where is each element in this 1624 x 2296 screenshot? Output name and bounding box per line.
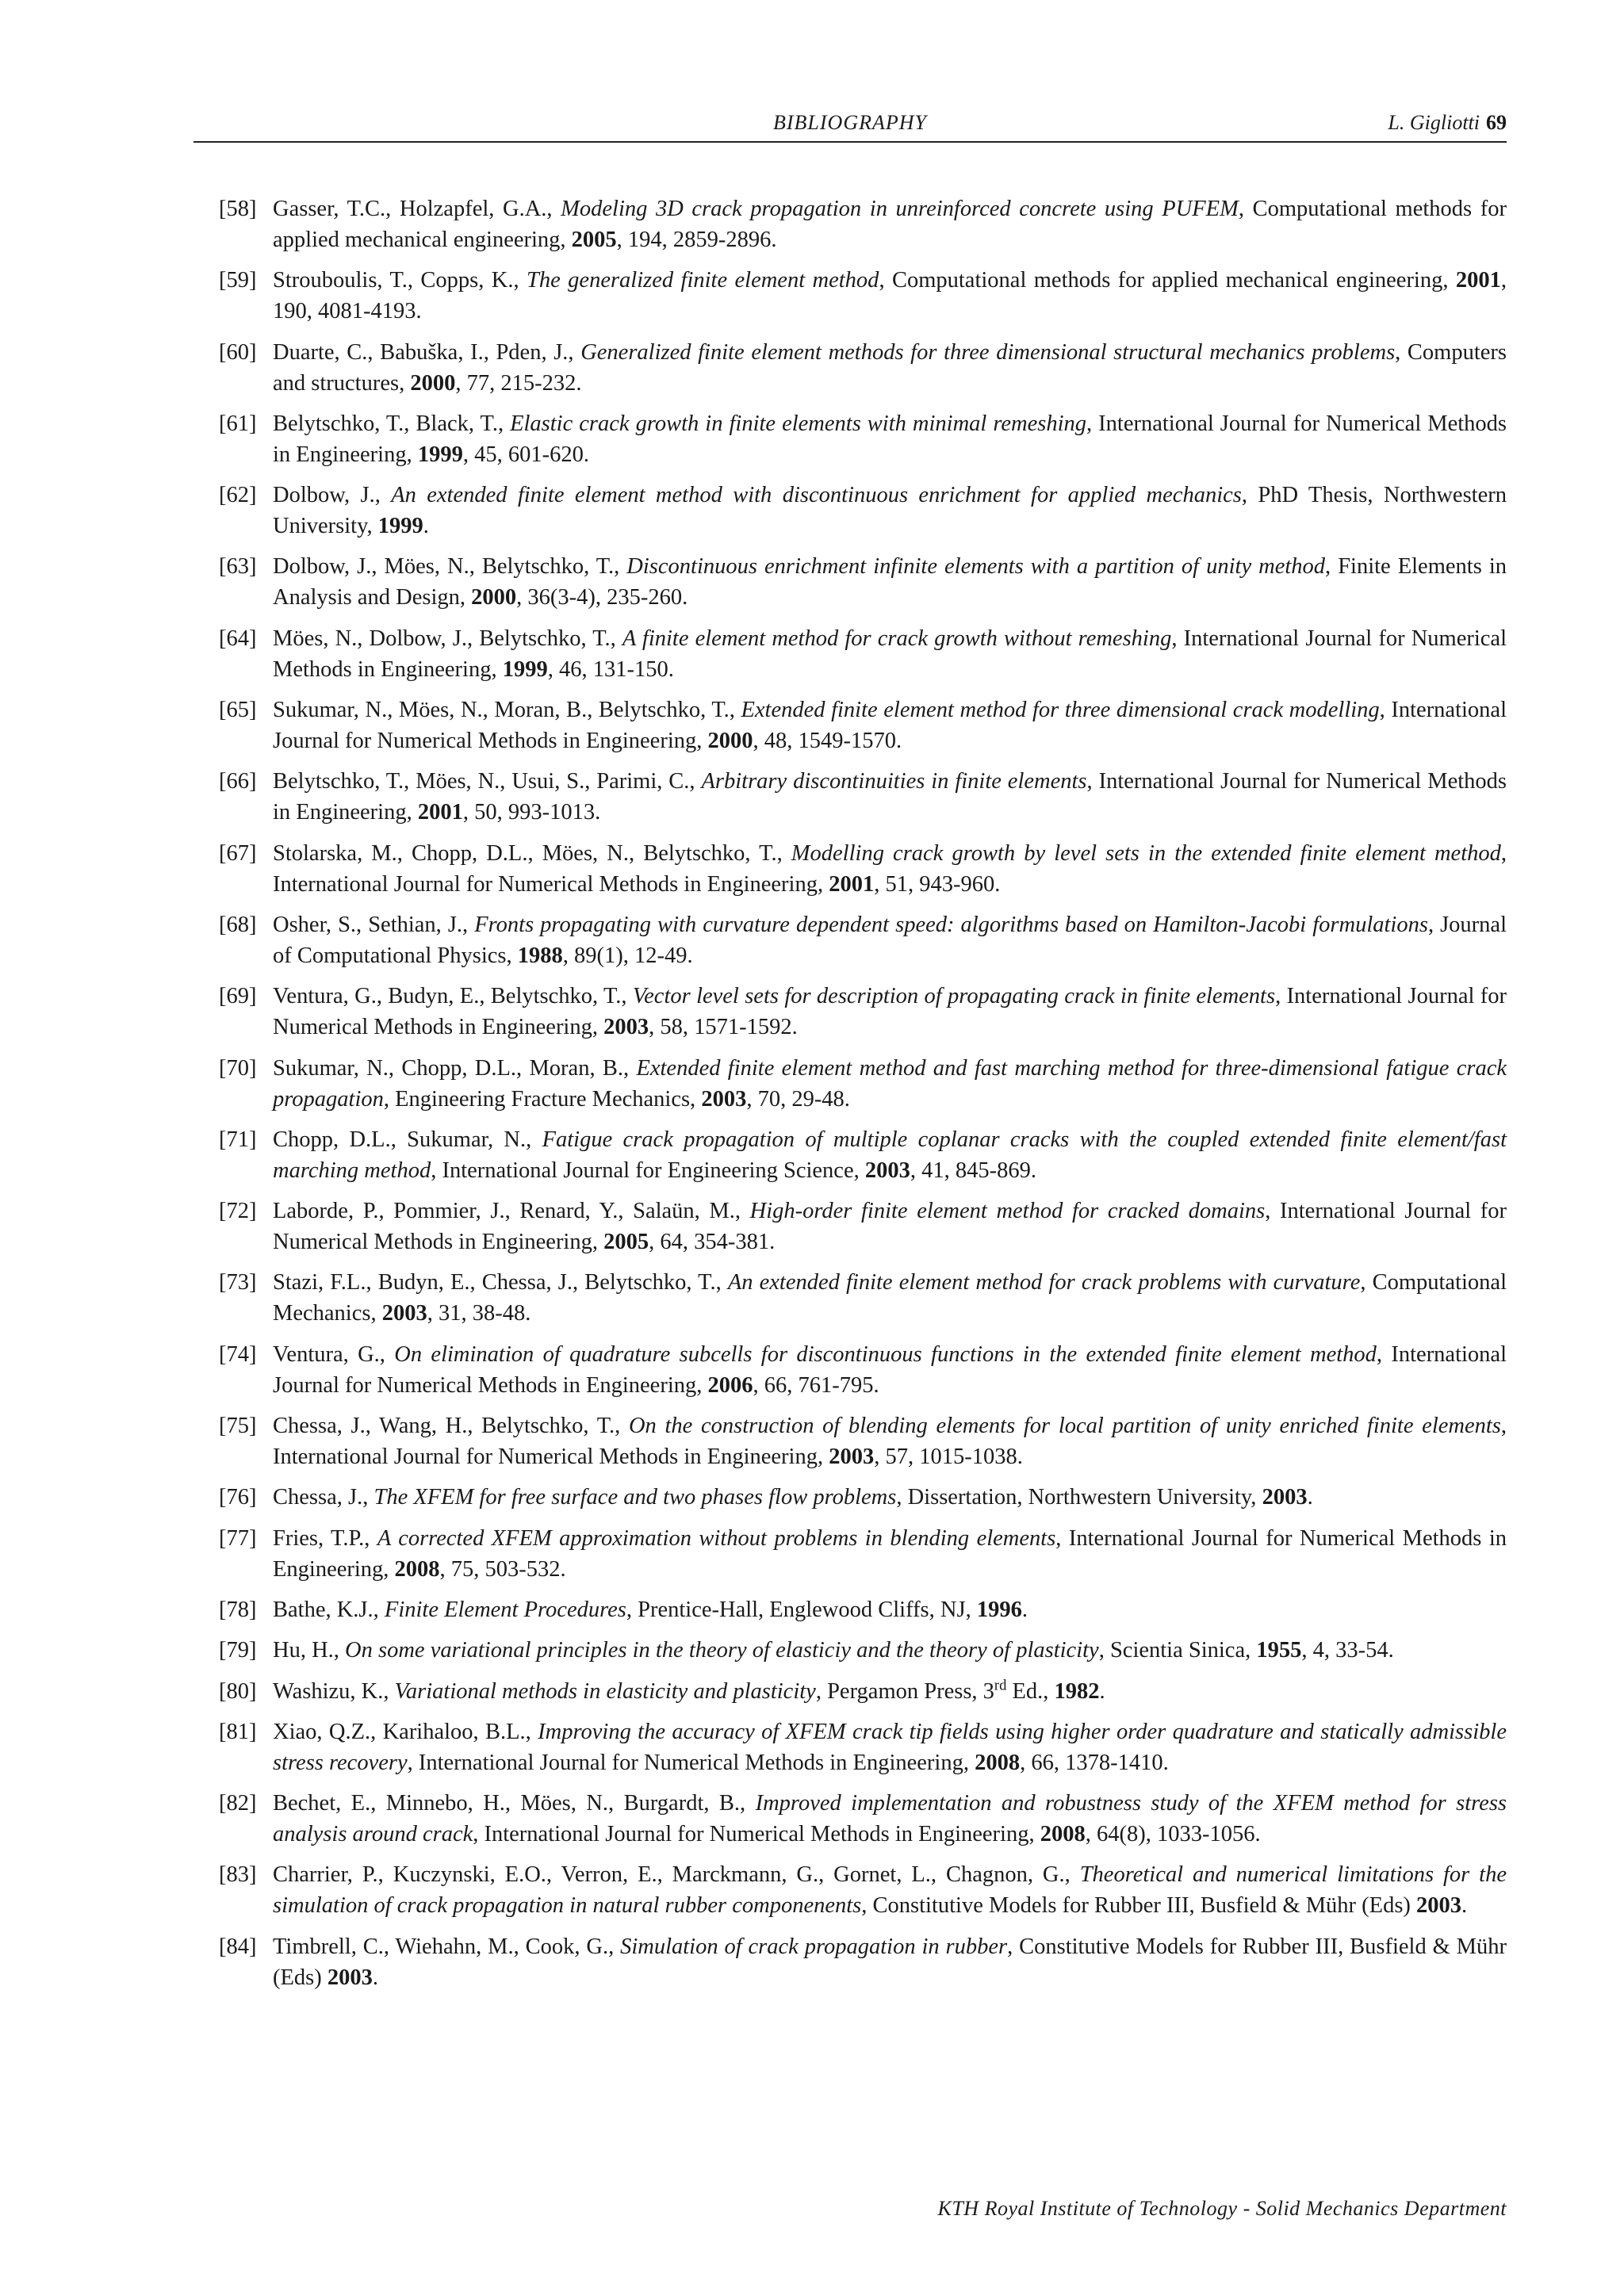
reference-item <box>219 193 1507 255</box>
reference-year: 2001 <box>829 871 875 897</box>
reference-year: 2003 <box>1262 1485 1308 1510</box>
reference-year: 2008 <box>394 1556 440 1582</box>
reference-item <box>219 1410 1507 1472</box>
reference-year: 2003 <box>381 1301 427 1326</box>
reference-number: [68] <box>219 912 257 937</box>
reference-details: , 66, 761-795. <box>753 1372 879 1398</box>
reference-authors: Sukumar, N., Möes, N., Moran, B., Belytschko, T., <box>273 698 741 723</box>
reference-title: The XFEM for free surface and two phases flow problems <box>373 1485 897 1510</box>
reference-source: , Pergamon Press, 3 <box>815 1678 994 1704</box>
reference-number: [63] <box>219 554 257 580</box>
reference-item <box>219 551 1507 613</box>
reference-year: 2001 <box>417 800 463 825</box>
reference-details: , 64, 354-381. <box>649 1230 776 1255</box>
reference-item <box>219 1594 1507 1625</box>
reference-item <box>219 1339 1507 1401</box>
reference-source: , Finite Elements in Analysis and Design, <box>273 554 1507 610</box>
reference-authors: Dolbow, J., <box>273 483 392 508</box>
reference-source: , International Journal for Numerical Methods in Engineering, <box>273 411 1507 467</box>
reference-authors: Stazi, F.L., Budyn, E., Chessa, J., Belytschko, T., <box>273 1270 728 1295</box>
reference-year: 1982 <box>1054 1678 1100 1704</box>
reference-authors: Washizu, K., <box>273 1678 395 1704</box>
reference-title: High-order finite element method for cracked domains <box>749 1199 1266 1224</box>
reference-authors: Fries, T.P., <box>273 1525 377 1551</box>
reference-year: 1955 <box>1256 1638 1302 1663</box>
reference-item <box>219 1635 1507 1666</box>
reference-item <box>219 1676 1507 1707</box>
reference-year: 2003 <box>603 1015 649 1040</box>
reference-item <box>219 766 1507 828</box>
reference-title: On some variational principles in the theory of elasticiy and the theory of plasticity <box>345 1638 1099 1663</box>
reference-authors: Strouboulis, T., Copps, K., <box>273 268 527 293</box>
reference-source: , Constitutive Models for Rubber III, Busfield & Mühr (Eds) <box>861 1893 1417 1919</box>
reference-title: Generalized finite element methods for three dimensional structural mechanics problems <box>580 339 1396 365</box>
reference-year: 2000 <box>471 585 517 610</box>
reference-source: , International Journal for Numerical Methods in Engineering, <box>407 1750 975 1775</box>
reference-details: , 75, 503-532. <box>439 1556 566 1582</box>
reference-details: , 66, 1378-1410. <box>1020 1750 1169 1775</box>
reference-year: 1996 <box>976 1597 1022 1622</box>
reference-year: 2000 <box>707 729 753 754</box>
reference-details: . <box>1021 1597 1028 1622</box>
reference-title: Fronts propagating with curvature dependent speed: algorithms based on Hamilton-Jacobi formulations <box>474 912 1428 937</box>
reference-year: 2005 <box>571 228 617 252</box>
reference-item <box>219 1482 1507 1513</box>
section-title: BIBLIOGRAPHY <box>773 111 927 134</box>
reference-item <box>219 1859 1507 1921</box>
reference-item <box>219 695 1507 756</box>
reference-title: Simulation of crack propagation in rubber <box>620 1934 1008 1959</box>
reference-authors: Stolarska, M., Chopp, D.L., Möes, N., Belytschko, T., <box>273 840 791 866</box>
reference-item <box>219 408 1507 470</box>
reference-year: 2003 <box>327 1965 373 1990</box>
reference-title: Modelling crack growth by level sets in the extended finite element method <box>791 840 1501 866</box>
reference-details: , 41, 845-869. <box>910 1158 1036 1183</box>
reference-details: . <box>423 514 429 539</box>
reference-details: , 4, 33-54. <box>1301 1638 1394 1663</box>
reference-number: [79] <box>219 1638 257 1663</box>
reference-source: , International Journal for Numerical Methods in Engineering, <box>273 1525 1507 1582</box>
reference-details: , 194, 2859-2896. <box>616 228 777 252</box>
reference-authors: Timbrell, C., Wiehahn, M., Cook, G., <box>273 1934 621 1959</box>
reference-title: Finite Element Procedures <box>384 1597 626 1622</box>
reference-details: , 36(3-4), 235-260. <box>516 585 688 610</box>
reference-authors: Belytschko, T., Möes, N., Usui, S., Parimi, C., <box>273 769 702 794</box>
reference-source: , International Journal for Numerical Methods in Engineering, <box>273 1199 1507 1255</box>
reference-number: [77] <box>219 1525 257 1551</box>
reference-title: Extended finite element method and fast marching method for three-dimensional fatigue crack propagation <box>273 1055 1507 1112</box>
reference-details: , 46, 131-150. <box>547 656 674 682</box>
reference-item <box>219 1931 1507 1993</box>
reference-number: [74] <box>219 1341 257 1367</box>
reference-list <box>219 193 1507 2003</box>
reference-number: [76] <box>219 1485 257 1510</box>
reference-authors: Osher, S., Sethian, J., <box>273 912 475 937</box>
reference-title: An extended finite element method for crack problems with curvature <box>727 1270 1361 1295</box>
reference-title: The generalized finite element method <box>527 268 879 293</box>
reference-source: , Constitutive Models for Rubber III, Busfield & Mühr (Eds) <box>273 1934 1507 1990</box>
reference-title: Arbitrary discontinuities in finite elements <box>701 769 1087 794</box>
reference-title: Modeling 3D crack propagation in unreinforced concrete using PUFEM <box>561 197 1239 221</box>
reference-source: , International Journal for Numerical Methods in Engineering, <box>273 626 1507 682</box>
reference-number: [59] <box>219 268 257 293</box>
reference-number: [78] <box>219 1597 257 1622</box>
reference-year: 2006 <box>707 1372 753 1398</box>
reference-details: , 57, 1015-1038. <box>874 1445 1023 1470</box>
reference-item <box>219 1053 1507 1115</box>
reference-year: 2003 <box>829 1445 875 1470</box>
reference-source: , International Journal for Numerical Methods in Engineering, <box>273 984 1507 1040</box>
reference-year: 2001 <box>1455 268 1501 293</box>
reference-number: [75] <box>219 1414 257 1439</box>
reference-details: , 64(8), 1033-1056. <box>1085 1822 1261 1847</box>
reference-details: , 190, 4081-4193. <box>273 268 1507 324</box>
reference-year: 2008 <box>975 1750 1021 1775</box>
reference-authors: Sukumar, N., Chopp, D.L., Moran, B., <box>273 1055 637 1081</box>
reference-superscript: rd <box>994 1677 1007 1694</box>
reference-source: , International Journal for Numerical Methods in Engineering, <box>273 698 1507 754</box>
reference-authors: Chessa, J., Wang, H., Belytschko, T., <box>273 1414 629 1439</box>
reference-item <box>219 1523 1507 1585</box>
reference-source: , International Journal for Numerical Methods in Engineering, <box>273 1414 1507 1470</box>
reference-item <box>219 1124 1507 1186</box>
reference-number: [80] <box>219 1678 257 1704</box>
reference-title: Improving the accuracy of XFEM crack tip fields using higher order quadrature and statically admissible stress recovery <box>273 1719 1507 1775</box>
reference-source: , International Journal for Numerical Methods in Engineering, <box>473 1822 1040 1847</box>
reference-authors: Möes, N., Dolbow, J., Belytschko, T., <box>273 626 622 651</box>
reference-details: . <box>1461 1893 1468 1919</box>
reference-details: , 31, 38-48. <box>427 1301 531 1326</box>
reference-year: 2005 <box>603 1230 649 1255</box>
reference-item <box>219 981 1507 1043</box>
reference-item <box>219 1716 1507 1778</box>
reference-title: Elastic crack growth in finite elements with minimal remeshing <box>510 411 1087 436</box>
reference-item <box>219 838 1507 900</box>
reference-authors: Gasser, T.C., Holzapfel, G.A., <box>273 197 561 221</box>
reference-source: , Engineering Fracture Mechanics, <box>383 1086 702 1112</box>
reference-authors: Ventura, G., Budyn, E., Belytschko, T., <box>273 984 633 1009</box>
reference-title: On the construction of blending elements for local partition of unity enriched finite elements <box>628 1414 1501 1439</box>
page-number: 69 <box>1486 111 1507 134</box>
reference-year: 2003 <box>864 1158 910 1183</box>
reference-source: , International Journal for Engineering Science, <box>431 1158 865 1183</box>
reference-details: , 70, 29-48. <box>746 1086 850 1112</box>
reference-number: [64] <box>219 626 257 651</box>
reference-item <box>219 1788 1507 1850</box>
reference-source: , International Journal for Numerical Methods in Engineering, <box>273 769 1507 825</box>
reference-number: [81] <box>219 1719 257 1744</box>
reference-details: . <box>372 1965 378 1990</box>
reference-item <box>219 1267 1507 1329</box>
reference-item <box>219 909 1507 971</box>
reference-title: A corrected XFEM approximation without problems in blending elements <box>377 1525 1056 1551</box>
reference-source: , Computers and structures, <box>273 339 1507 396</box>
reference-authors: Duarte, C., Babuška, I., Pden, J., <box>273 339 581 365</box>
reference-number: [69] <box>219 984 257 1009</box>
reference-details: , 45, 601-620. <box>462 442 589 467</box>
reference-number: [83] <box>219 1862 257 1888</box>
reference-authors: Chessa, J., <box>273 1485 374 1510</box>
reference-title: Improved implementation and robustness study of the XFEM method for stress analysis around crack <box>273 1791 1507 1847</box>
reference-authors: Dolbow, J., Möes, N., Belytschko, T., <box>273 554 627 580</box>
reference-details: , 51, 943-960. <box>874 871 1001 897</box>
reference-title: On elimination of quadrature subcells for discontinuous functions in the extended finite element method <box>394 1341 1377 1367</box>
reference-item <box>219 480 1507 541</box>
reference-details: , 48, 1549-1570. <box>753 729 902 754</box>
reference-details: , 50, 993-1013. <box>462 800 601 825</box>
reference-number: [62] <box>219 483 257 508</box>
reference-year: 2003 <box>1416 1893 1462 1919</box>
reference-details: , 58, 1571-1592. <box>649 1015 798 1040</box>
reference-source: , Prentice-Hall, Englewood Cliffs, NJ, <box>626 1597 977 1622</box>
reference-authors: Hu, H., <box>273 1638 346 1663</box>
reference-source: , Journal of Computational Physics, <box>273 912 1507 968</box>
author-name: L. Gigliotti <box>1388 111 1480 134</box>
reference-source: , Dissertation, Northwestern University, <box>896 1485 1262 1510</box>
reference-source: , Computational methods for applied mechanical engineering, <box>879 268 1456 293</box>
reference-item <box>219 265 1507 327</box>
reference-title: Theoretical and numerical limitations for the simulation of crack propagation in natural rubber componenents <box>273 1862 1507 1919</box>
reference-authors: Ventura, G., <box>273 1341 395 1367</box>
reference-details: . <box>1307 1485 1313 1510</box>
page-info <box>1388 111 1507 135</box>
reference-number: [58] <box>219 197 257 221</box>
reference-source: , Computational methods for applied mechanical engineering, <box>273 197 1507 252</box>
reference-title: A finite element method for crack growth without remeshing <box>622 626 1172 651</box>
reference-year: 1999 <box>377 514 423 539</box>
reference-number: [82] <box>219 1791 257 1816</box>
reference-title: Extended finite element method for three dimensional crack modelling <box>741 698 1380 723</box>
reference-number: [73] <box>219 1270 257 1295</box>
reference-number: [71] <box>219 1127 257 1152</box>
reference-number: [60] <box>219 339 257 365</box>
reference-number: [72] <box>219 1199 257 1224</box>
reference-item <box>219 337 1507 399</box>
reference-source: , International Journal for Numerical Methods in Engineering, <box>273 840 1507 897</box>
reference-number: [84] <box>219 1934 257 1959</box>
reference-title: Variational methods in elasticity and plasticity <box>394 1678 816 1704</box>
reference-title: Vector level sets for description of propagating crack in finite elements <box>632 984 1276 1009</box>
reference-number: [70] <box>219 1055 257 1081</box>
reference-year: 1999 <box>417 442 463 467</box>
reference-year: 2008 <box>1040 1822 1086 1847</box>
reference-number: [67] <box>219 840 257 866</box>
reference-authors: Bathe, K.J., <box>273 1597 385 1622</box>
reference-details: , 77, 215-232. <box>455 370 582 396</box>
reference-year: 2000 <box>410 370 456 396</box>
reference-authors: Charrier, P., Kuczynski, E.O., Verron, E., Marckmann, G., Gornet, L., Chagnon, G., <box>273 1862 1080 1888</box>
running-head <box>193 109 1507 143</box>
reference-number: [66] <box>219 769 257 794</box>
reference-source: , International Journal for Numerical Methods in Engineering, <box>273 1341 1507 1398</box>
reference-source: , Scientia Sinica, <box>1098 1638 1257 1663</box>
reference-year: 1988 <box>517 943 563 968</box>
reference-authors: Laborde, P., Pommier, J., Renard, Y., Salaün, M., <box>273 1199 750 1224</box>
reference-title: Fatigue crack propagation of multiple coplanar cracks with the coupled extended finite element/fast marching method <box>273 1127 1507 1183</box>
reference-details: . <box>1099 1678 1105 1704</box>
reference-source: , PhD Thesis, Northwestern University, <box>273 483 1507 539</box>
reference-authors: Bechet, E., Minnebo, H., Möes, N., Burgardt, B., <box>273 1791 756 1816</box>
reference-number: [61] <box>219 411 257 436</box>
reference-number: [65] <box>219 698 257 723</box>
reference-title: Discontinuous enrichment infinite elements with a partition of unity method <box>626 554 1326 580</box>
reference-year: 2003 <box>701 1086 747 1112</box>
reference-item <box>219 1196 1507 1257</box>
footer-text: KTH Royal Institute of Technology - Solid Mechanics Department <box>937 2197 1507 2220</box>
reference-item <box>219 623 1507 685</box>
reference-source-cont: Ed., <box>1006 1678 1055 1704</box>
reference-source: , Computational Mechanics, <box>273 1270 1507 1326</box>
reference-title: An extended finite element method with discontinuous enrichment for applied mechanics <box>391 483 1242 508</box>
reference-authors: Belytschko, T., Black, T., <box>273 411 511 436</box>
reference-details: , 89(1), 12-49. <box>562 943 693 968</box>
reference-authors: Xiao, Q.Z., Karihaloo, B.L., <box>273 1719 538 1744</box>
reference-year: 1999 <box>502 656 548 682</box>
reference-authors: Chopp, D.L., Sukumar, N., <box>273 1127 542 1152</box>
